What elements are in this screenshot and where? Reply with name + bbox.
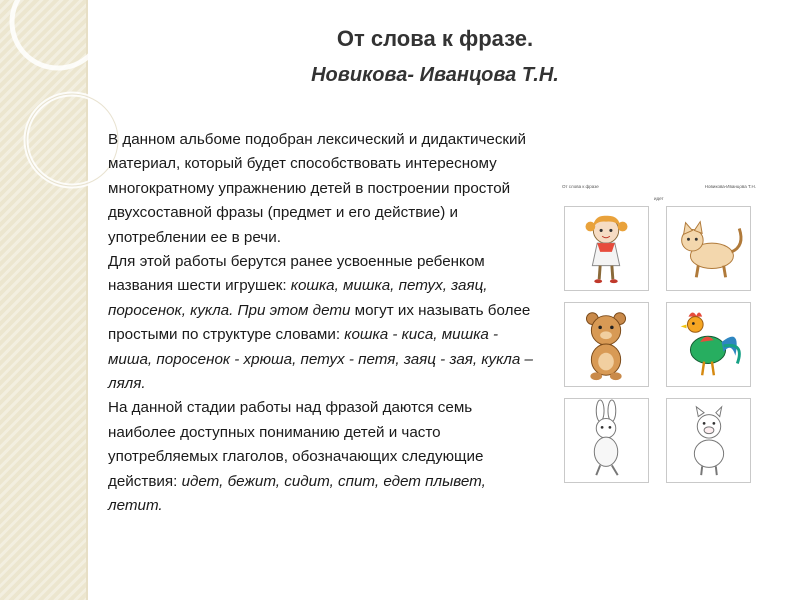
toys-short-names: кошка - киса, мишка - миша, поросенок - хрюша, петух - петя, заяц - зая, кукла –ляля. [108, 326, 533, 393]
piglet-picture-card [666, 398, 751, 483]
toys-mid: могут их называть более простыми по структуре словами: [108, 301, 531, 344]
rooster-picture-card [666, 302, 751, 387]
preview-header-center: идет [654, 196, 664, 201]
paragraph-verbs [108, 396, 540, 518]
bear-picture-card [564, 302, 649, 387]
preview-header-left: От слова к фразе [562, 184, 599, 189]
preview-header [562, 184, 756, 201]
doll-picture-card [564, 206, 649, 291]
toys-list: кошка, мишка, петух, заяц, поросенок, кукла. При этом дети [108, 277, 488, 319]
verbs-list: идет, бежит, сидит, спит, едет плывет, летит. [108, 472, 486, 515]
cat-icon [667, 207, 750, 290]
paragraph-intro: В данном альбоме подобран лексический и дидактический материал, который будет способствовать интересному многократному упражнению детей в построении простой двухсоставной фразы (предмет и его действие) и употреблении ее в речи. [108, 131, 527, 246]
preview-header-right: Новикова-Иванцова Т.Н. [704, 184, 756, 189]
rooster-icon [667, 303, 750, 386]
verbs-lead: На данной стадии работы над фразой даются семь наиболее доступных пониманию детей и часто употребляемых глаголов, обозначающих следующие действия: [108, 399, 484, 490]
slide-author: Новикова- Иванцова Т.Н. [311, 64, 559, 86]
album-page-preview [558, 180, 756, 470]
doll-icon [565, 207, 648, 290]
bear-icon [565, 303, 648, 386]
piglet-icon [667, 399, 750, 482]
body-text [108, 128, 540, 519]
hare-picture-card [564, 398, 649, 483]
cat-picture-card [666, 206, 751, 291]
hare-icon [565, 399, 648, 482]
toys-lead: Для этой работы берутся ранее усвоенные ребенком названия шести игрушек: [108, 253, 485, 295]
slide-title: От слова к фразе. [336, 26, 534, 51]
paragraph-toys [108, 250, 540, 396]
